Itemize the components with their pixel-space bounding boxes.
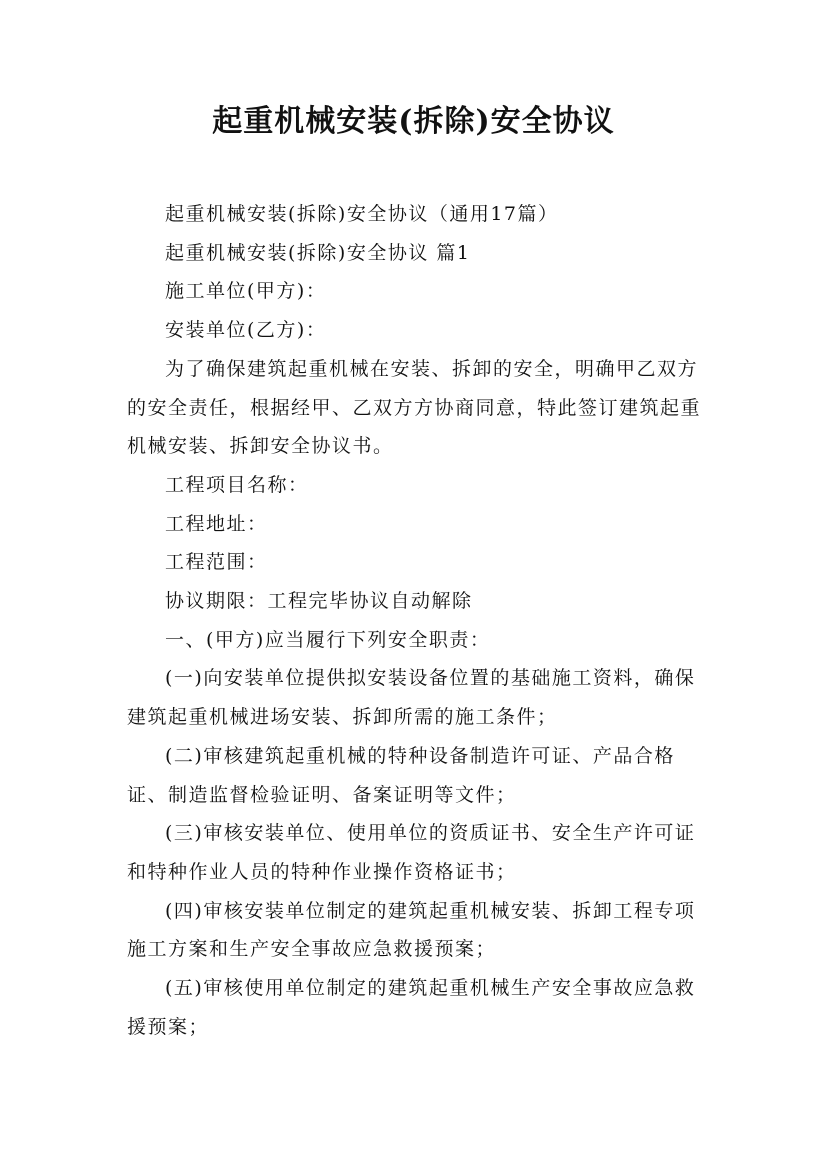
paragraph-duty-1: (一)向安装单位提供拟安装设备位置的基础施工资料，确保建筑起重机械进场安装、拆卸所需的施工条件； [127,667,696,729]
paragraph-purpose: 为了确保建筑起重机械在安装、拆卸的安全，明确甲乙双方的安全责任，根据经甲、乙双方方协商同意，特此签订建筑起重机械安装、拆卸安全协议书。 [127,357,702,458]
paragraph-duty-5: (五)审核使用单位制定的建筑起重机械生产安全事故应急救援预案； [127,977,696,1038]
paragraph-section-heading: 起重机械安装(拆除)安全协议 篇1 [165,241,471,264]
paragraph-agreement-term: 协议期限：工程完毕协议自动解除 [165,590,473,613]
document-body [127,195,707,1046]
paragraph-party-b: 安装单位(乙方)： [165,319,327,342]
paragraph-project-address: 工程地址： [165,512,268,535]
paragraph-duty-2: (二)审核建筑起重机械的特种设备制造许可证、产品合格证、制造监督检验证明、备案证明等文件； [127,744,675,806]
document-title: 起重机械安装(拆除)安全协议 [212,104,615,139]
paragraph-project-scope: 工程范围： [165,551,268,574]
paragraph-party-a: 施工单位(甲方)： [165,280,327,303]
paragraph-party-a-duties: 一、(甲方)应当履行下列安全职责： [165,628,491,651]
paragraph-duty-4: (四)审核安装单位制定的建筑起重机械安装、拆卸工程专项施工方案和生产安全事故应急救援预案； [127,899,696,961]
paragraph-duty-3: (三)审核安装单位、使用单位的资质证书、安全生产许可证和特种作业人员的特种作业操作资格证书； [127,822,696,883]
paragraph-subtitle: 起重机械安装(拆除)安全协议（通用17篇） [165,203,559,225]
paragraph-project-name: 工程项目名称： [165,473,309,496]
